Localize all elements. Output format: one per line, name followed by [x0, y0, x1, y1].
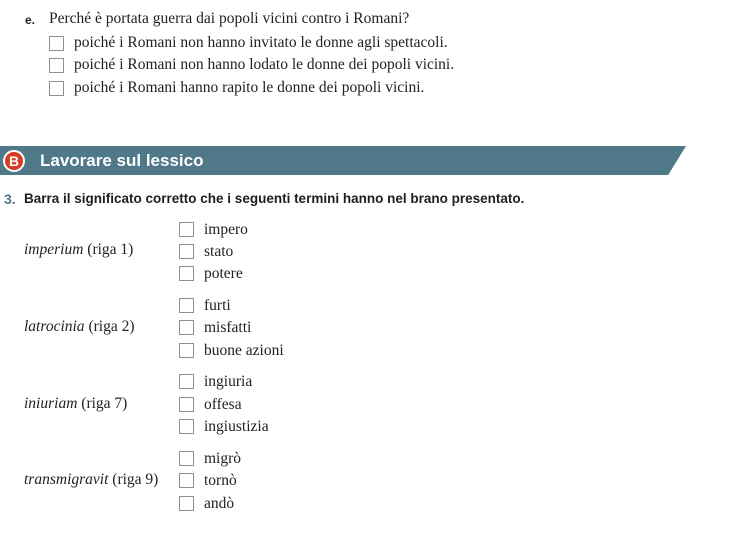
option-checkbox[interactable] — [179, 343, 194, 358]
option-checkbox[interactable] — [179, 244, 194, 259]
option-checkbox[interactable] — [179, 397, 194, 412]
term-ref: (riga 2) — [88, 318, 135, 335]
term-label — [24, 241, 133, 259]
option-checkbox[interactable] — [179, 320, 194, 335]
option-label: andò — [204, 495, 235, 512]
option-label: potere — [204, 265, 243, 282]
option-label: poiché i Romani hanno rapito le donne dei popoli vicini. — [74, 79, 425, 96]
option-label: buone azioni — [204, 342, 284, 359]
section-title: Lavorare sul lessico — [40, 151, 204, 170]
term-ref: (riga 7) — [81, 395, 128, 412]
option-checkbox[interactable] — [179, 266, 194, 281]
option-label: ingiuria — [204, 373, 253, 390]
term-label — [24, 395, 127, 413]
term-word: transmigravit — [24, 471, 109, 488]
term-label — [24, 318, 134, 336]
option-label: stato — [204, 243, 234, 260]
question-letter: e. — [25, 13, 36, 27]
term-word: latrocinia — [24, 318, 85, 335]
option-label: misfatti — [204, 319, 252, 336]
option-checkbox[interactable] — [49, 36, 64, 51]
option-checkbox[interactable] — [179, 451, 194, 466]
option-checkbox[interactable] — [49, 58, 64, 73]
option-label: ingiustizia — [204, 418, 269, 435]
term-ref: (riga 1) — [87, 241, 134, 258]
option-label: furti — [204, 297, 231, 314]
option-label: offesa — [204, 396, 242, 413]
section-badge: B — [3, 150, 25, 172]
option-checkbox[interactable] — [179, 298, 194, 313]
exercise-instruction: Barra il significato corretto che i seguenti termini hanno nel brano presentato. — [24, 191, 525, 206]
term-ref: (riga 9) — [112, 471, 159, 488]
option-checkbox[interactable] — [49, 81, 64, 96]
option-label: poiché i Romani non hanno invitato le donne agli spettacoli. — [74, 34, 448, 51]
option-checkbox[interactable] — [179, 496, 194, 511]
term-label — [24, 471, 158, 489]
option-checkbox[interactable] — [179, 374, 194, 389]
option-checkbox[interactable] — [179, 473, 194, 488]
term-word: iniuriam — [24, 395, 78, 412]
option-label: poiché i Romani non hanno lodato le donne dei popoli vicini. — [74, 56, 455, 73]
question-text: Perché è portata guerra dai popoli vicini contro i Romani? — [49, 10, 410, 27]
option-label: tornò — [204, 472, 237, 489]
option-checkbox[interactable] — [179, 222, 194, 237]
option-checkbox[interactable] — [179, 419, 194, 434]
term-word: imperium — [24, 241, 84, 258]
option-label: impero — [204, 221, 248, 238]
option-label: migrò — [204, 450, 242, 467]
exercise-number: 3. — [4, 191, 16, 207]
